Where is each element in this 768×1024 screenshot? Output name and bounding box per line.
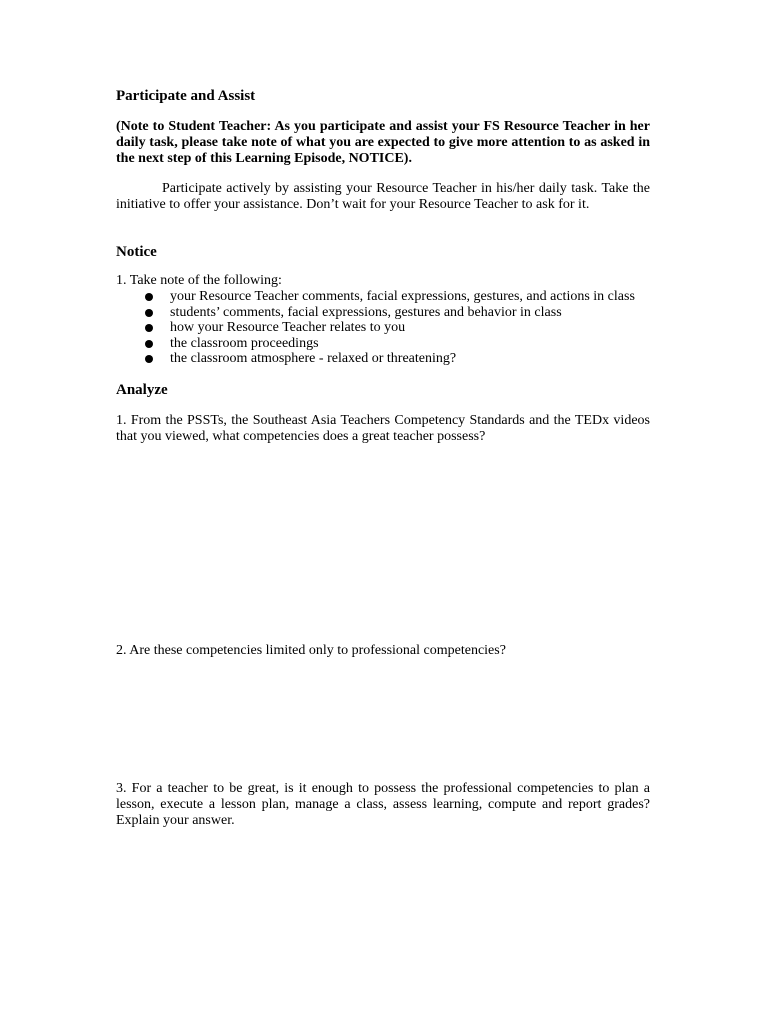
bullet-text: your Resource Teacher comments, facial expressions, gestures, and actions in class — [170, 289, 635, 304]
bullet-text: students’ comments, facial expressions, gestures and behavior in class — [170, 304, 562, 320]
bullet-icon — [145, 293, 153, 301]
participate-heading: Participate and Assist — [116, 88, 256, 104]
analyze-question-2: 2. Are these competencies limited only to professional competencies? — [116, 643, 506, 658]
bullet-icon — [145, 309, 153, 317]
list-item — [116, 320, 650, 336]
notice-bullet-list — [116, 289, 650, 367]
bullet-icon — [145, 340, 153, 348]
bullet-text: the classroom atmosphere - relaxed or threatening? — [170, 351, 457, 366]
list-item — [116, 351, 650, 367]
analyze-heading: Analyze — [116, 381, 168, 398]
bullet-text: how your Resource Teacher relates to you — [170, 320, 406, 335]
notice-item-1: 1. Take note of the following: — [116, 273, 282, 288]
list-item — [116, 289, 650, 305]
list-item — [116, 336, 650, 352]
participate-paragraph: Participate actively by assisting your Resource Teacher in his/her daily task. Take the initiative to offer your assistance. Don’t wait for your Resource Teacher to ask for it. — [116, 181, 650, 212]
analyze-question-3: 3. For a teacher to be great, is it enough to possess the professional competencies to plan a lesson, execute a lesson plan, manage a class, assess learning, compute and report grades? Explain your answer. — [116, 781, 650, 828]
document-content — [116, 87, 650, 445]
bullet-text: the classroom proceedings — [170, 335, 319, 351]
bullet-icon — [145, 355, 153, 363]
notice-heading: Notice — [116, 244, 157, 260]
list-item — [116, 305, 650, 321]
bullet-icon — [145, 324, 153, 332]
analyze-question-1: 1. From the PSSTs, the Southeast Asia Teachers Competency Standards and the TEDx videos that you viewed, what competencies does a great teacher possess? — [116, 412, 650, 444]
student-teacher-note: (Note to Student Teacher: As you participate and assist your FS Resource Teacher in her daily task, please take note of what you are expected to give more attention to as asked in the next step of this Learning Episode, NOTICE). — [116, 119, 650, 166]
